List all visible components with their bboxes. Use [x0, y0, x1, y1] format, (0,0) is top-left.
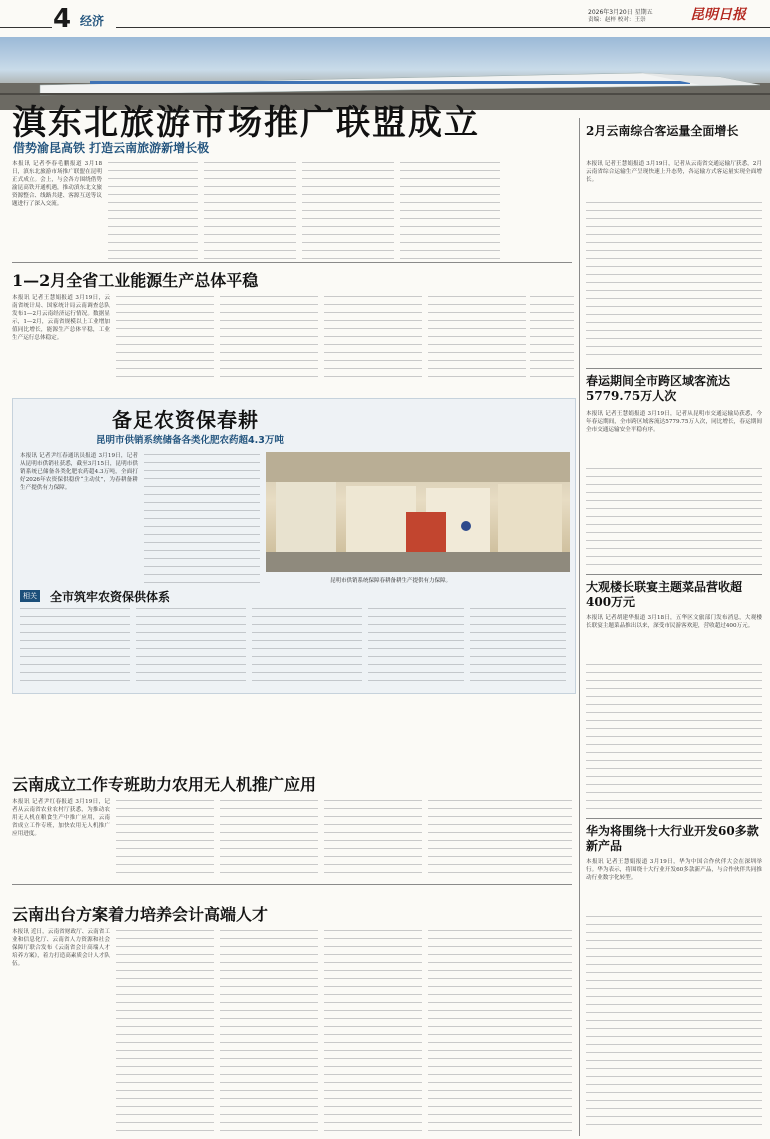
section-label: 经济 [80, 14, 105, 28]
feature-related-col-4 [368, 606, 464, 686]
feature-related-col-5 [470, 606, 566, 686]
feature-photo-caption: 昆明市供销系统保障春耕备耕生产提供有力保障。 [330, 578, 452, 584]
main-story-col-2 [108, 160, 198, 260]
masthead-rule-left [0, 27, 52, 28]
side-4-body-lines [586, 914, 762, 1132]
side-1-body-lines [586, 200, 762, 360]
side-2-title: 春运期间全市跨区域客流达5779.75万人次 [586, 374, 731, 403]
masthead [0, 0, 770, 34]
side-2-body-lines [586, 466, 762, 568]
main-story-col-3 [204, 160, 296, 260]
main-headline: 滇东北旅游市场推广联盟成立 [12, 103, 480, 143]
side-rule-1 [586, 368, 762, 369]
feature-related-col-1 [20, 606, 130, 686]
main-subheadline: 借势渝昆高铁 打造云南旅游新增长极 [13, 141, 210, 155]
talent-col-2 [116, 928, 214, 1133]
masthead-rule-right [116, 27, 770, 28]
warehouse-illustration [266, 452, 570, 572]
industry-col-2 [116, 294, 214, 384]
newspaper-logo: 昆明日报 [690, 7, 746, 23]
drone-col-2 [116, 798, 214, 880]
main-story-col-1: 本报讯 记者李春毛鹏报道 3月18日，滇东北旅游市场推广联盟在昆明正式成立。会上，与会各方围绕借势渝昆高铁开通机遇，推动滇东北文旅资源整合、线路共建、客源互送等议题进行了深入交流。 [12, 161, 102, 207]
side-rule-2 [586, 574, 762, 575]
side-2-body: 本报讯 记者王慧娟报道 3月19日，记者从昆明市交通运输局获悉，今年春运期间，全市跨区域客流达5779.75万人次，同比增长，春运期间全市交通运输安全平稳有序。 [586, 411, 762, 433]
main-story-col-5 [400, 160, 500, 260]
side-1-body: 本报讯 记者王慧娟报道 3月19日，记者从云南省交通运输厅获悉，2月云南省综合运输生产呈现快速上升态势，各运输方式客运量实现全面增长。 [586, 161, 762, 183]
feature-related-col-2 [136, 606, 246, 686]
drone-col-3 [220, 798, 318, 880]
main-story-col-4 [302, 160, 394, 260]
industry-col-5 [428, 294, 526, 384]
side-1-title: 2月云南综合客运量全面增长 [586, 124, 739, 138]
side-3-body: 本报讯 记者胡建华报道 3月18日，五华区文旅部门发布消息，大观楼长联宴主题菜品推出以来，深受市民游客欢迎，营收超过400万元。 [586, 615, 762, 629]
sidebar-divider [579, 118, 580, 1136]
drone-headline: 云南成立工作专班助力农用无人机推广应用 [12, 775, 317, 794]
industry-col-4 [324, 294, 422, 384]
talent-headline: 云南出台方案着力培养会计高端人才 [12, 905, 269, 924]
page-number: 4 [53, 4, 72, 34]
feature-col-1: 本报讯 记者尹红春通讯员报道 3月19日，记者从昆明市供销社获悉，截至3月15日，昆明市供销系统已储备各类化肥农药超4.3万吨，全面打好2026年农资保供稳价“主动仗”，为春耕备耕生产提供有力保障。 [20, 453, 138, 491]
drone-col-5 [428, 798, 572, 880]
industry-headline: 1—2月全省工业能源生产总体平稳 [12, 271, 259, 290]
industry-rule [12, 262, 572, 263]
industry-col-1: 本报讯 记者王慧娟报道 3月19日，云南省统计局、国家统计局云南调查总队发布1—2月云南经济运行情况。数据显示，1—2月，云南省规模以上工业增加值同比增长，能源生产总体平稳，工业生产运行总体稳定。 [12, 295, 110, 341]
talent-col-1: 本报讯 近日，云南省财政厅、云南省工业和信息化厅、云南省人力资源和社会保障厅联合发布《云南省会计高端人才培养方案》，着力打造高素质会计人才队伍。 [12, 929, 110, 967]
editor-line: 责编：赵梓 校对：王崇 [588, 17, 646, 23]
talent-col-4 [324, 928, 422, 1133]
industry-col-6 [530, 294, 574, 384]
side-3-title: 大观楼长联宴主题菜品营收超400万元 [586, 580, 743, 609]
feature-related-headline: 全市筑牢农资保供体系 [50, 590, 171, 604]
industry-col-3 [220, 294, 318, 384]
feature-related-col-3 [252, 606, 362, 686]
feature-headline: 备足农资保春耕 [112, 408, 259, 432]
side-3-body-lines [586, 662, 762, 812]
talent-col-3 [220, 928, 318, 1133]
side-4-title: 华为将围绕十大行业开发60多款新产品 [586, 824, 759, 853]
feature-photo [266, 452, 570, 572]
drone-col-4 [324, 798, 422, 880]
feature-related-label: 相关 [20, 590, 40, 602]
talent-rule [12, 884, 572, 885]
feature-col-2 [144, 452, 260, 584]
date-line: 2026年3月20日 星期五 [588, 9, 653, 16]
side-4-body: 本报讯 记者王慧娟报道 3月19日，华为中国合作伙伴大会在深圳举行。华为表示，将围绕十大行业开发60多款新产品，与合作伙伴共同推动行业数字化转型。 [586, 859, 762, 881]
side-rule-3 [586, 818, 762, 819]
feature-subheadline: 昆明市供销系统储备各类化肥农药超4.3万吨 [96, 435, 284, 446]
talent-col-5 [428, 928, 572, 1133]
drone-col-1: 本报讯 记者尹红春报道 3月19日，记者从云南省农业农村厅获悉，为推动农用无人机在粮食生产中推广应用，云南省成立工作专班，加快农用无人机推广应用进度。 [12, 799, 110, 837]
